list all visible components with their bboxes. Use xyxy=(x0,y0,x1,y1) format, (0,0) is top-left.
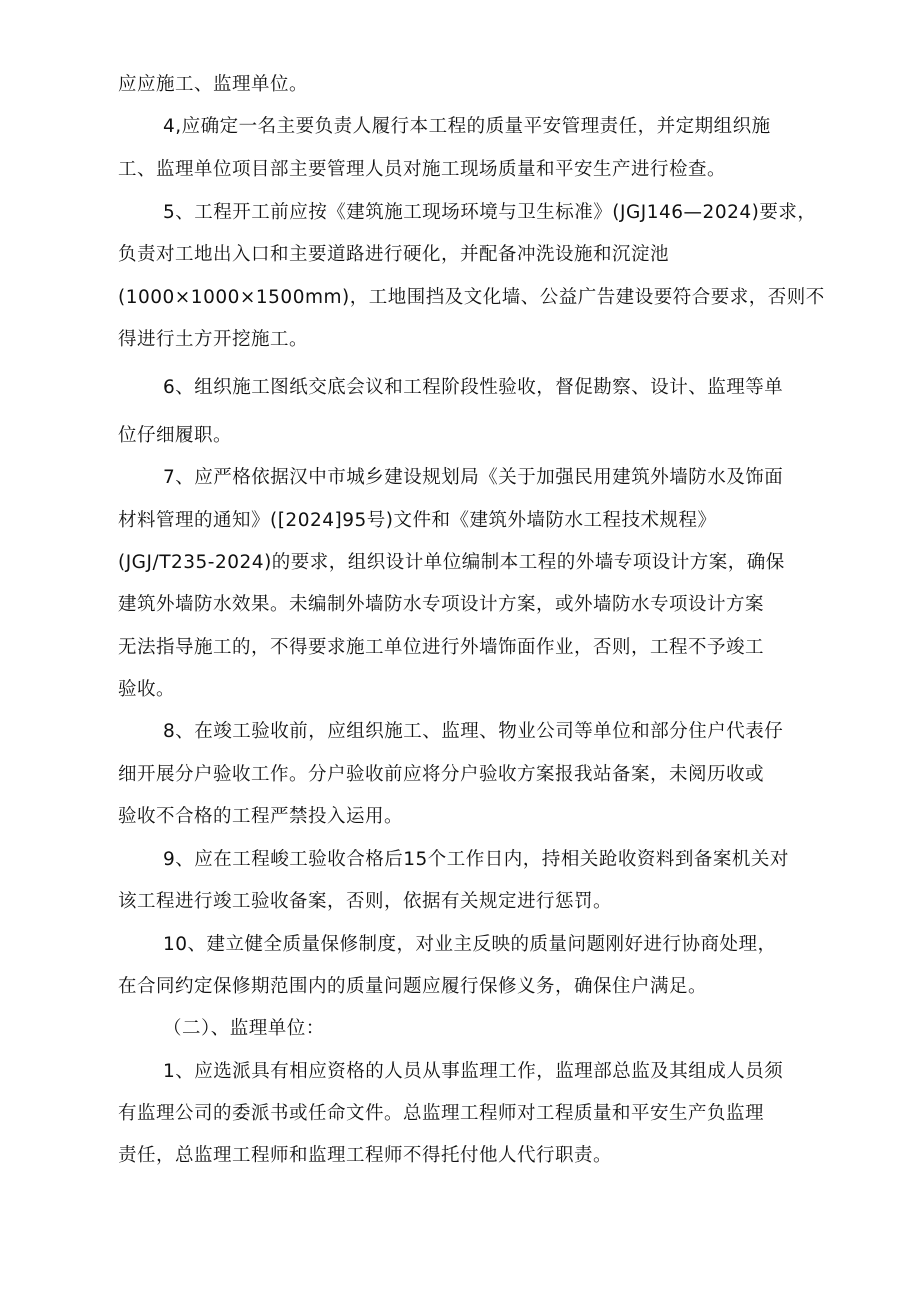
paragraph-line: 应应施工、监理单位。 xyxy=(118,74,309,95)
paragraph-line: 有监理公司的委派书或任命文件。总监理工程师对工程质量和平安生产负监理 xyxy=(118,1103,765,1124)
paragraph-line: 7、应严格依据汉中市城乡建设规划局《关于加强民用建筑外墙防水及饰面 xyxy=(163,467,784,488)
paragraph-line: 8、在竣工验收前，应组织施工、监理、物业公司等单位和部分住户代表仔 xyxy=(163,721,784,742)
paragraph-line: 5、工程开工前应按《建筑施工现场环境与卫生标准》(JGJ146—2024)要求， xyxy=(163,202,817,223)
paragraph-line: 位仔细履职。 xyxy=(118,425,233,446)
paragraph-line: 建筑外墙防水效果。未编制外墙防水专项设计方案，或外墙防水专项设计方案 xyxy=(118,594,765,615)
paragraph-line: 工、监理单位项目部主要管理人员对施工现场质量和平安生产进行检查。 xyxy=(118,159,727,180)
paragraph-line: 6、组织施工图纸交底会议和工程阶段性验收，督促勘察、设计、监理等单 xyxy=(163,377,784,398)
paragraph-line: 责任，总监理工程师和监理工程师不得托付他人代行职责。 xyxy=(118,1145,613,1166)
paragraph-line: 10、建立健全质量保修制度，对业主反映的质量问题刚好进行协商处理， xyxy=(163,934,777,955)
paragraph-line: 细开展分户验收工作。分户验收前应将分户验收方案报我站备案，未阅历收或 xyxy=(118,764,765,785)
paragraph-line: 4,应确定一名主要负责人履行本工程的质量平安管理责任，并定期组织施 xyxy=(163,116,771,137)
paragraph-line: 无法指导施工的，不得要求施工单位进行外墙饰面作业，否则，工程不予竣工 xyxy=(118,637,765,658)
paragraph-line: 验收不合格的工程严禁投入运用。 xyxy=(118,806,404,827)
paragraph-line: (1000×1000×1500mm)，工地围挡及文化墙、公益广告建设要符合要求，否则不 xyxy=(118,287,825,308)
section-heading: （二）、监理单位： xyxy=(163,1018,325,1039)
paragraph-line: 在合同约定保修期范围内的质量问题应履行保修义务，确保住户满足。 xyxy=(118,976,708,997)
paragraph-line: 得进行土方开挖施工。 xyxy=(118,329,309,350)
paragraph-line: (JGJ/T235-2024)的要求，组织设计单位编制本工程的外墙专项设计方案，确保 xyxy=(118,552,785,573)
paragraph-line: 验收。 xyxy=(118,679,176,700)
paragraph-line: 负责对工地出入口和主要道路进行硬化，并配备冲洗设施和沉淀池 xyxy=(118,244,670,265)
paragraph-line: 9、应在工程峻工验收合格后15个工作日内，持相关跄收资料到备案机关对 xyxy=(163,849,789,870)
paragraph-line: 该工程进行竣工验收备案，否则，依据有关规定进行惩罚。 xyxy=(118,891,613,912)
paragraph-line: 材料管理的通知》([2024]95号)文件和《建筑外墙防水工程技术规程》 xyxy=(118,510,717,531)
paragraph-line: 1、应选派具有相应资格的人员从事监理工作，监理部总监及其组成人员须 xyxy=(163,1061,784,1082)
